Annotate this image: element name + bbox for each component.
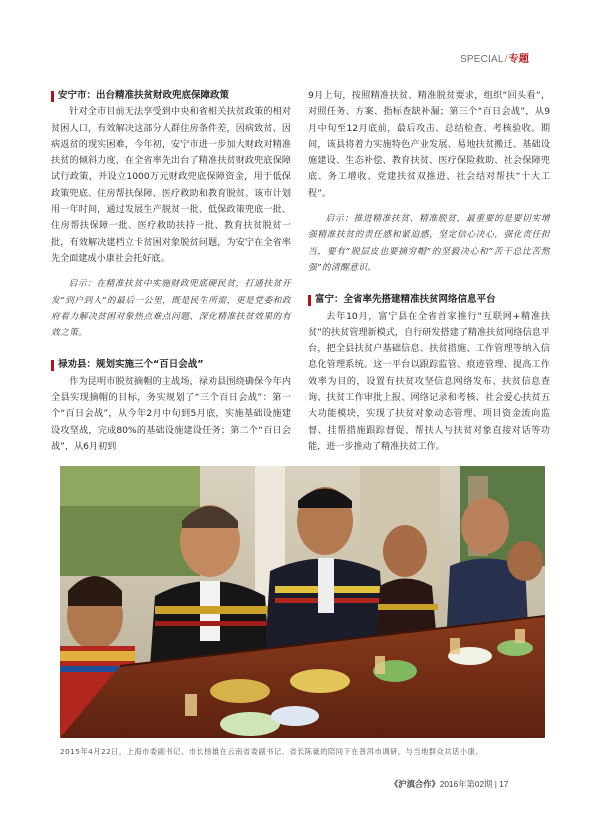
special-label: SPECIAL bbox=[460, 54, 504, 65]
photo-caption: 2015年4月22日，上海市委副书记、市长杨雄在云南省委副书记、省长陈豪的陪同下在普洱市调研，与当地群众共话小康。 bbox=[60, 747, 483, 756]
fumin-body: 去年10月，富宁县在全省首家推行“互联网+精准扶贫”的扶贫管理新模式，自行研发搭建了精准扶贫网络信息平台，把全县扶贫户基础信息、扶贫措施、工作管理等纳入信息化管理系统。这一平台以跟踪监管、痕迹管理、提高工作效率为目的，设置有扶贫攻坚信息网络发布、扶贫信息查询、扶贫工作审批上报、网络记录和考核、社会爱心扶贫五大功能模块，实现了扶贫对象动态管理、项目资金流向监督、挂帮措施跟踪督促、帮扶人与扶贫对象直接对话等功能，进一步推动了精准扶贫工作。 bbox=[308, 311, 550, 452]
anning-title-text: 安宁市：出台精准扶贫财政兜底保障政策 bbox=[58, 90, 230, 101]
issue-label: 2016年第02期 bbox=[439, 779, 493, 789]
title-marker-icon bbox=[51, 91, 54, 102]
right-column bbox=[308, 88, 550, 455]
page-footer: 《沪滇合作》2016年第02期 | 17 bbox=[390, 779, 509, 789]
left-column bbox=[51, 88, 291, 455]
luquan-title-text: 禄劝县：规划实施三个“百日会战” bbox=[58, 359, 204, 371]
luquan-section-title bbox=[51, 357, 291, 373]
luquan-comment: 启示：推进精准扶贫、精准脱贫，最重要的是要切实增强精准扶贫的责任感和紧迫感，坚定信心决心，强化责任担当，要有“脱层皮也要摘穷帽”的坚毅决心和“苦干总比苦熬强”的清醒意识。 bbox=[308, 214, 550, 273]
fumin-title-text: 富宁：全省率先搭建精准扶贫网络信息平台 bbox=[315, 294, 496, 306]
anning-body: 针对全市目前无法享受到中央和省相关扶贫政策的相对贫困人口，有效解决这部分人群住房条件差，因病致贫、因病返贫的现实困难，今年初，安宁市进一步加大财政对精准扶贫的倾斜力度，在全省率先出台了精准扶贫财政兜底保障试行政策，并设立1000万元财政兜底保障资金，用于低保政策兜底、住房帮扶保障、医疗救助和教育脱贫。该市计划用一年时间，通过发展生产脱贫一批、低保政策兜底一批、住房帮扶保障一批、医疗救助扶持一批、教育扶贫脱贫一批，有效解决建档立卡贫困对象脱贫问题，为安宁在全省率先全面建成小康社会托好底。 bbox=[51, 107, 291, 264]
luquan-body: 作为昆明市脱贫摘帽的主战场，禄劝县围绕确保今年内全县实现摘帽的目标，务实规划了“三个百日会战”：第一个“百日会战”，从今年2月中旬到5月底，实施基础设施建设攻坚战，完成80%的基础设施建设任务；第二个“百日会战”，从6月初到 bbox=[51, 376, 291, 452]
header-slash: / bbox=[504, 54, 508, 65]
anning-comment: 启示：在精准扶贫中实施财政兜底硬民贫，打通扶贫开发“到户到人”的最后一公里，既是民生所需，更是党委和政府着力解决贫困对象热点难点问题、深化精准扶贫效果的有效之策。 bbox=[51, 279, 291, 339]
anning-section-title bbox=[51, 88, 291, 104]
luquan-body-continued: 9月上旬，按照精准扶贫、精准脱贫要求，组织“回头看”，对照任务、方案、指标查缺补漏；第三个“百日会战”，从9月中旬至12月底前，最后攻击、总结检查、考核验收。期间，该县将着力实施特色产业发展、易地扶贫搬迁、基础设施建设、生态补偿、教育扶贫、医疗保险救助、社会保障兜底、务工增收、党建扶贫双推进、社会结对帮扶“十大工程”。 bbox=[308, 91, 550, 199]
meeting-photo bbox=[60, 466, 545, 738]
section-header bbox=[460, 50, 568, 66]
title-marker-icon bbox=[308, 295, 311, 306]
fumin-section-title bbox=[308, 292, 550, 308]
zhuanti-label: 专题 bbox=[508, 54, 530, 65]
magazine-name: 《沪滇合作》 bbox=[390, 779, 440, 789]
page-number: 17 bbox=[499, 779, 509, 789]
title-marker-icon bbox=[51, 360, 54, 371]
